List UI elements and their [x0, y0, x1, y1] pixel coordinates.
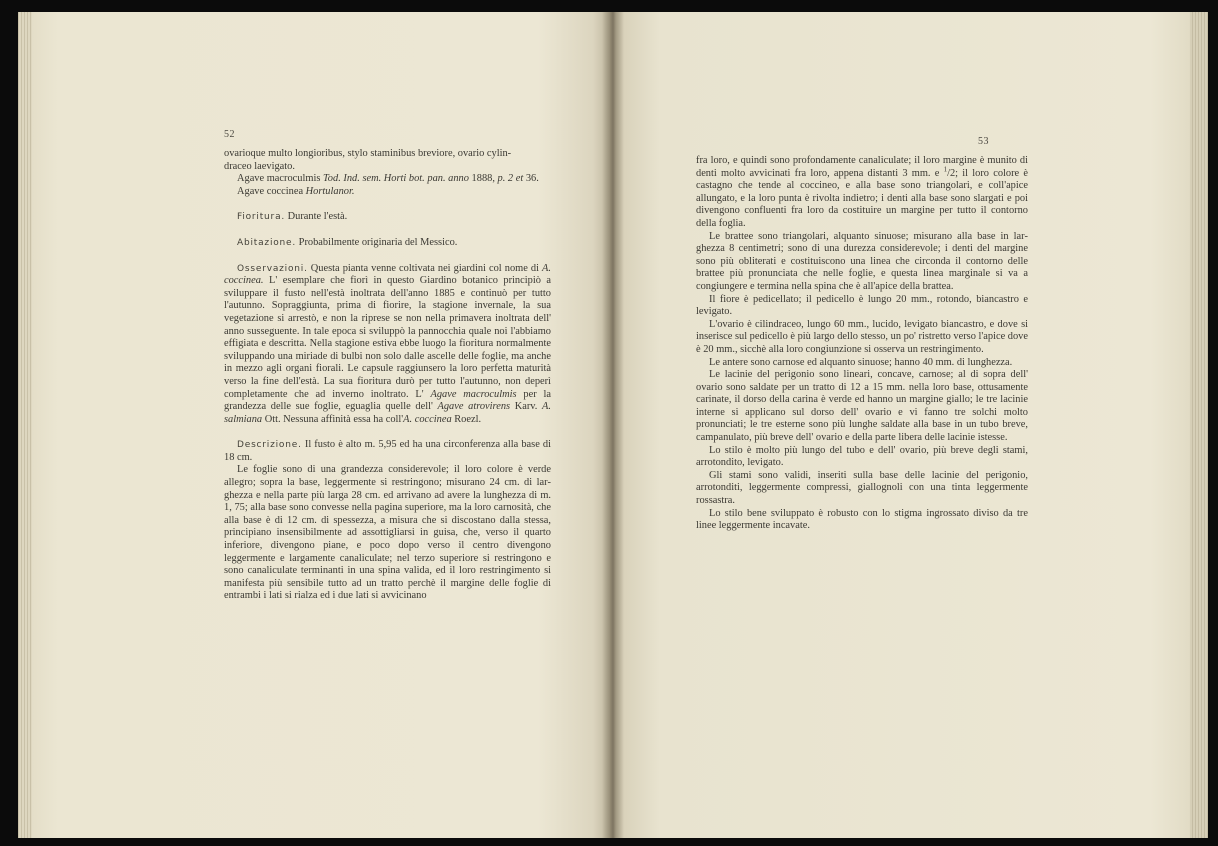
osservazioni-heading: Osservazioni.	[237, 263, 308, 274]
fiore-paragraph: Il fiore è pedicellato; il pedicello è lungo 20 mm., rotondo, biancastro e levigato.	[696, 293, 1028, 318]
book-spread	[18, 12, 1208, 838]
fioritura-paragraph: Fioritura. Durante l'està.	[237, 211, 348, 223]
lacinie-paragraph: Le lacinie del perigonio sono lineari, concave, carnose; al di sopra dell' ovario sono saldate per un tratto di 12 a 15 mm. nella loro base, ottusamente carinate, il dorso della carina è verde ed hanno un margine giallo; le tre lacinie interne si applicano sul dorso dell' ovario e vi fanno tre solchi molto pronunciati; le tre esterne sono più lunghe saldate alla base in un tubo breve, campanulato, più breve dell' ovario e della parte libera delle lacinie istesse.	[696, 369, 1028, 444]
abitazione-paragraph: Abitazione. Probabilmente originaria del Messico.	[237, 236, 458, 248]
stilo-paragraph: Lo stilo è molto più lungo del tubo e dell' ovario, più breve degli stami, arrotondito, levigato.	[696, 444, 1028, 469]
right-page-number: 53	[978, 136, 989, 147]
stami-paragraph: Gli stami sono validi, inseriti sulla base delle lacinie del perigonio, arrotonditi, leggermente compressi, giallognoli con una tinta leggermente rossastra.	[696, 469, 1028, 507]
book-gutter	[602, 12, 624, 838]
left-page-number: 52	[224, 129, 235, 140]
fioritura-heading: Fioritura.	[237, 212, 286, 223]
left-page-body	[224, 148, 551, 603]
left-page	[18, 12, 610, 838]
brattee-paragraph: Le brattee sono triangolari, alquanto sinuose; misurano alla base in larghezza 8 centimetri; sono di una durezza considerevole; i denti del margine sono più obliterati e costituiscono una linea che circonda il contorno delle brattee più pronunciata che nelle foglie, e questa linea marginale si va a congiungere e termina nella spina che è all'apice della brattea.	[696, 230, 1028, 292]
abitazione-heading: Abitazione.	[237, 237, 297, 248]
antere-paragraph: Le antere sono carnose ed alquanto sinuose; hanno 40 mm. di lunghezza.	[709, 356, 1013, 368]
osservazioni-paragraph: Osservazioni. Questa pianta venne coltivata nei giardini col nome di A. coccinea. L' esemplare che fiorì in questo Giardino botanico principiò a sviluppare il fusto nell'està inoltrata dell'anno 1885 e continuò per tutto l'autunno. Sopraggiunta, prima di fiorire, la stagione invernale, la sua vegetazione si arrestò, e non la riprese se non nella primavera inoltrata dell' anno susseguente. In tale epoca si sviluppò la pannocchia quale noi l'abbiamo effigiata e descritta. Nella stagione estiva ebbe luogo la fioritura normalmente sviluppando una miriade di bulbi non solo dalle ascelle delle foglie, ma anche in mezzo agli organi fiorali. Le capsule raggiunsero la loro perfetta maturità verso la fine dell'està. La sua fioritura durò per tutto l'autunno, non deperì completamente che ad inverno inoltrato. L' Agave macroculmis per la grandezza delle sue foglie, eguaglia quelle dell' Agave atrovirens Karv. A. salmiana Ott. Nessuna affinità essa ha coll'A. coccinea Roezl.	[224, 262, 551, 425]
left-page-edges	[18, 12, 32, 838]
foglie-paragraph: Le foglie sono di una grandezza considerevole; il loro colore è verde allegro; sopra la base, leggermente si restringono; misurano 24 cm. di larghezza e nella parte più larga 28 cm. ed arrivano ad avere la lunghezza di m. 1, 75; alla base sono convesse nella pagina superiore, ma la loro carnosità, che alla base è di 12 cm. di spessezza, a misura che si discostano dalla stessa, principiano insensibilmente ad assottigliarsi in guisa, che, verso il quarto inferiore, divengono piane, e poco dopo verso il centro divengono leggermente e largamente canaliculate; nel terzo superiore si restringono e sono canaliculate terminanti in una spina valida, ed il loro restringimento si manifesta più sensibile tutto ad un tratto perchè il margine delle foglie di entrambi i lati si rialza ed i due lati si avvicinano	[224, 464, 551, 602]
descrizione-heading: Descrizione.	[237, 440, 302, 451]
intro-line-1: ovarioque multo longioribus, stylo staminibus breviore, ovario cylin-	[224, 148, 512, 159]
teeth-paragraph: fra loro, e quindi sono profondamente canaliculate; il loro margine è munito di denti molto avvicinati fra loro, appena distanti 3 mm. e $^1$/2; il loro colore è castagno che tende al coccineo, e alla base sono triangolari, e coll'apice allungato, e la loro punta è rivolta indietro; i denti alla base sono slargati e poi divengono confluenti fra loro da costituire un margine per tutto il contorno della foglia.	[696, 155, 1028, 229]
synonym-2: Agave coccinea Hortulanor.	[237, 185, 355, 197]
synonym-1: Agave macroculmis Tod. Ind. sem. Horti bot. pan. anno 1888, p. 2 et 36.	[237, 173, 539, 185]
intro-line-2: draceo laevigato.	[224, 160, 295, 172]
ovario-paragraph: L'ovario è cilindraceo, lungo 60 mm., lucido, levigato biancastro, e dove si inserisce sul pedicello è più largo dello stesso, un po' ristretto verso l'apice dove è 20 mm., sicchè alla loro congiunzione si osserva un restringimento.	[696, 318, 1028, 355]
stigma-paragraph: Lo stilo bene sviluppato è robusto con lo stigma ingrossato diviso da tre linee leggermente incavate.	[696, 507, 1028, 532]
descrizione-paragraph: Descrizione. Il fusto è alto m. 5,95 ed ha una circonferenza alla base di 18 cm.	[224, 439, 551, 463]
right-page-edges	[1190, 12, 1208, 838]
right-page	[610, 12, 1208, 838]
right-page-body	[696, 155, 1028, 533]
